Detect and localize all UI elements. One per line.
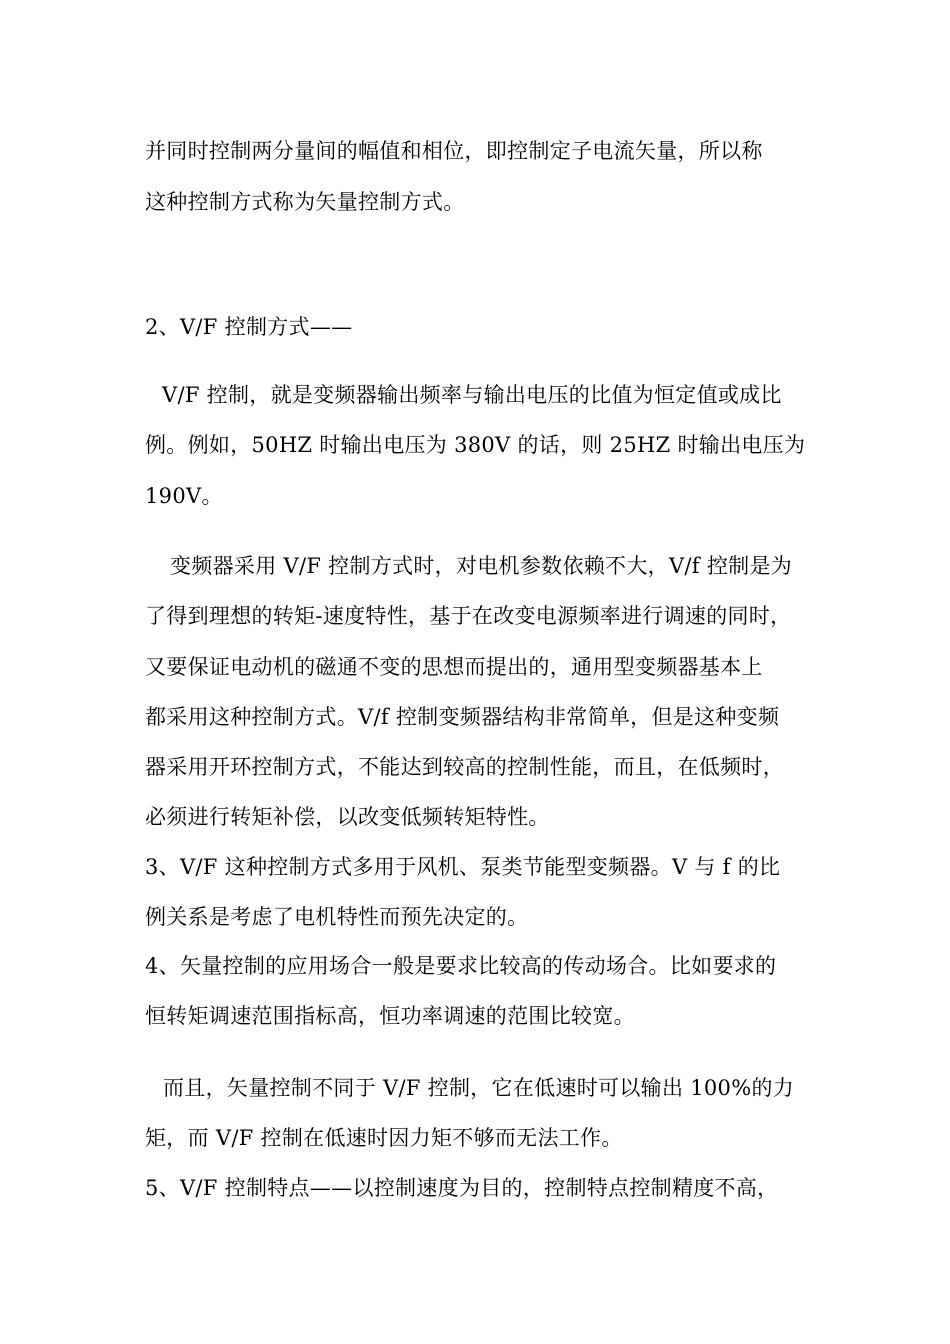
- text-line: 而且，矢量控制不同于 V/F 控制，它在低速时可以输出 100%的力: [163, 1076, 795, 1100]
- text-line: 变频器采用 V/F 控制方式时，对电机参数依赖不大，V/f 控制是为: [170, 554, 793, 578]
- text-line: 了得到理想的转矩-速度特性，基于在改变电源频率进行调速的同时，: [145, 604, 792, 628]
- text-line: 都采用这种控制方式。V/f 控制变频器结构非常简单，但是这种变频: [145, 705, 780, 729]
- text-line: 这种控制方式称为矢量控制方式。: [145, 190, 465, 214]
- text-line: 器采用开环控制方式，不能达到较高的控制性能，而且，在低频时，: [145, 755, 784, 779]
- text-line: 又要保证电动机的磁通不变的思想而提出的，通用型变频器基本上: [145, 655, 763, 679]
- text-line: 必须进行转矩补偿，以改变低频转矩特性。: [145, 805, 550, 829]
- text-line: 矩，而 V/F 控制在低速时因力矩不够而无法工作。: [145, 1126, 623, 1150]
- text-line: 190V。: [145, 484, 223, 508]
- section-heading: 2、V/F 控制方式——: [145, 315, 353, 339]
- text-line: 例关系是考虑了电机特性而预先决定的。: [145, 905, 529, 929]
- text-line: 并同时控制两分量间的幅值和相位，即控制定子电流矢量，所以称: [145, 139, 763, 163]
- list-item: 5、V/F 控制特点——以控制速度为目的，控制特点控制精度不高，: [145, 1176, 779, 1200]
- list-item: 4、矢量控制的应用场合一般是要求比较高的传动场合。比如要求的: [145, 954, 777, 978]
- text-line: 恒转矩调速范围指标高，恒功率调速的范围比较宽。: [145, 1004, 635, 1028]
- list-item: 3、V/F 这种控制方式多用于风机、泵类节能型变频器。V 与 f 的比: [145, 855, 781, 879]
- text-line: 例。例如，50HZ 时输出电压为 380V 的话，则 25HZ 时输出电压为: [145, 433, 806, 457]
- text-line: V/F 控制，就是变频器输出频率与输出电压的比值为恒定值或成比: [162, 383, 782, 407]
